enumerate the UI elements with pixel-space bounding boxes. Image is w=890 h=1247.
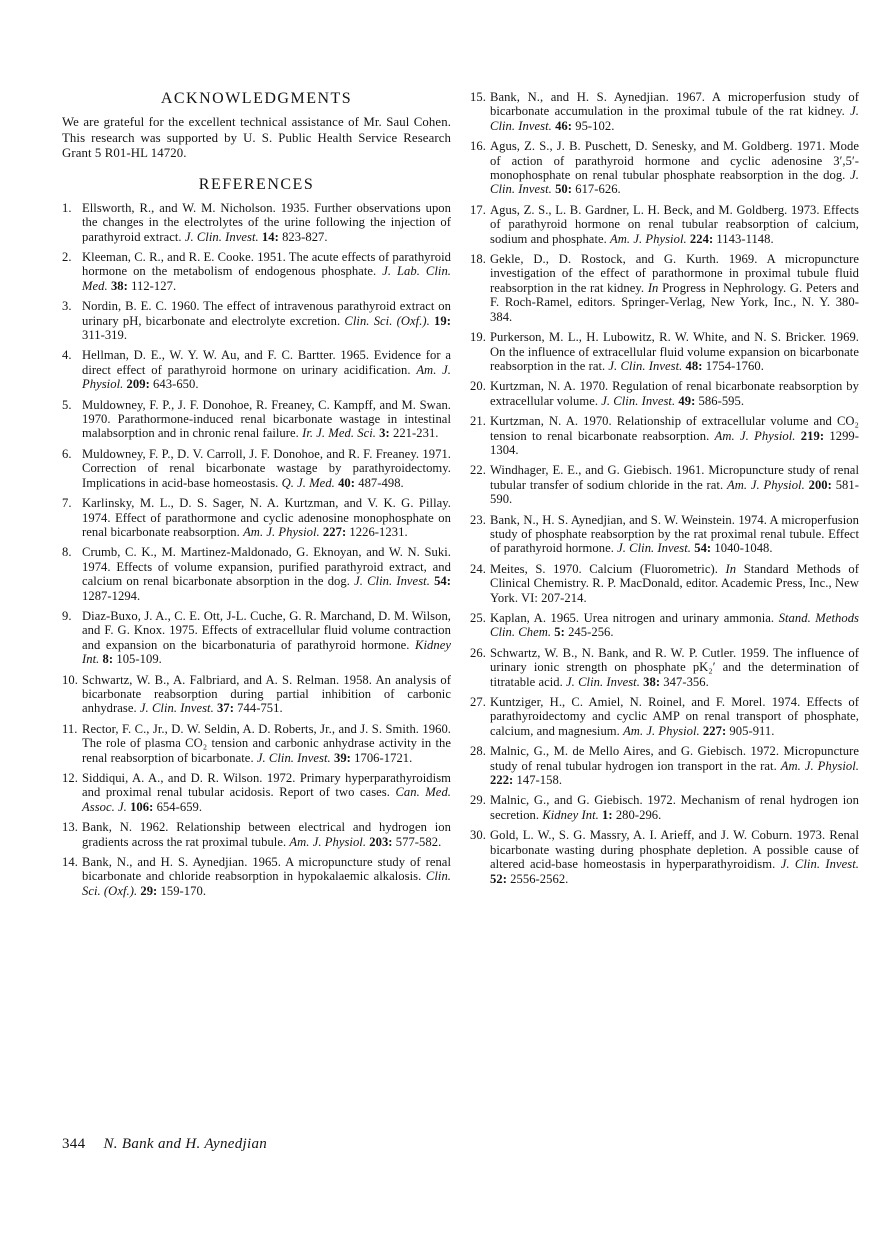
reference-pages: 1040-1048. bbox=[714, 541, 773, 556]
reference-pages: 1143-1148. bbox=[716, 231, 774, 246]
reference-number: 19. bbox=[470, 330, 486, 345]
reference-pages: 147-158. bbox=[516, 773, 563, 788]
reference-item bbox=[62, 545, 451, 603]
reference-volume: 227: bbox=[322, 524, 347, 539]
reference-source: J. Clin. Invest. bbox=[617, 541, 692, 556]
reference-source: Ir. J. Med. Sci. bbox=[302, 426, 376, 441]
reference-item bbox=[470, 744, 859, 787]
reference-number: 13. bbox=[62, 820, 78, 835]
page-footer bbox=[62, 1136, 267, 1153]
reference-number: 26. bbox=[470, 645, 486, 660]
reference-text: Schwartz, W. B., N. Bank, and R. W. P. Cutler. 1959. The influence of urinary ionic strength on phosphate pK₂′ and the determination of titratable acid. bbox=[490, 645, 859, 689]
reference-text: Karlinsky, M. L., D. S. Sager, N. A. Kurtzman, and V. K. G. Pillay. 1974. Effect of parathormone and cyclic adenosine monophosphate on renal bicarbonate reabsorption. bbox=[82, 496, 451, 539]
reference-source: Stand. Methods Clin. Chem. bbox=[490, 611, 859, 640]
reference-item bbox=[62, 496, 451, 539]
reference-source: J. Clin. Invest. bbox=[139, 701, 214, 716]
reference-text: Nordin, B. E. C. 1960. The effect of intravenous parathyroid extract on urinary pH, bicarbonate and electrolyte excretion. bbox=[82, 299, 451, 328]
reference-item bbox=[470, 513, 859, 556]
reference-volume: 14: bbox=[261, 229, 279, 244]
reference-source: Clin. Sci. (Oxf.). bbox=[344, 313, 430, 328]
reference-pages: 1299-1304. bbox=[490, 428, 860, 457]
reference-volume: 224: bbox=[689, 231, 714, 246]
reference-item bbox=[470, 695, 859, 738]
reference-number: 14. bbox=[62, 855, 78, 870]
reference-item bbox=[470, 463, 859, 506]
reference-volume: 52: bbox=[490, 871, 507, 886]
reference-volume: 19: bbox=[434, 313, 451, 328]
reference-volume: 29: bbox=[140, 883, 158, 898]
reference-list-right bbox=[470, 90, 859, 886]
reference-volume: 106: bbox=[130, 799, 154, 814]
reference-item bbox=[470, 562, 859, 605]
reference-item bbox=[62, 771, 451, 814]
reference-number: 16. bbox=[470, 139, 486, 154]
reference-pages: 105-109. bbox=[116, 652, 162, 667]
reference-volume: 38: bbox=[110, 278, 128, 293]
reference-text: Muldowney, F. P., D. V. Carroll, J. F. Donohoe, and R. F. Freaney. 1971. Correction of renal bicarbonate wastage by parathyroidectomy. Implications in acid-base homeostasis. bbox=[82, 446, 451, 490]
reference-pages: 586-595. bbox=[698, 393, 745, 408]
reference-text: Malnic, G., M. de Mello Aires, and G. Giebisch. 1972. Micropuncture study of renal tubular hydrogen ion transport in the rat. bbox=[490, 744, 859, 773]
reference-item bbox=[62, 201, 451, 244]
reference-source: J. Clin. Invest. bbox=[490, 168, 859, 197]
reference-number: 5. bbox=[62, 397, 72, 412]
reference-number: 21. bbox=[470, 414, 486, 429]
reference-volume: 50: bbox=[555, 182, 573, 197]
reference-text: Gold, L. W., S. G. Massry, A. I. Arieff, and J. W. Coburn. 1973. Renal bicarbonate wasting during phosphate depletion. A possible cause of altered acid-base homeostasis in hyperparathyroidism. bbox=[490, 828, 859, 872]
reference-source: Clin. Sci. (Oxf.). bbox=[82, 869, 451, 898]
reference-pages: 654-659. bbox=[156, 799, 203, 814]
reference-text: Siddiqui, A. A., and D. R. Wilson. 1972. Primary hyperparathyroidism and proximal renal tubular acidosis. Report of two cases. bbox=[82, 771, 451, 800]
reference-list-left bbox=[62, 201, 451, 898]
reference-pages: 823-827. bbox=[282, 229, 328, 244]
reference-number: 12. bbox=[62, 771, 78, 785]
reference-pages: 245-256. bbox=[568, 625, 614, 640]
reference-number: 28. bbox=[470, 744, 486, 759]
reference-volume: 219: bbox=[800, 428, 825, 443]
reference-item bbox=[62, 609, 451, 667]
reference-number: 15. bbox=[470, 90, 486, 104]
reference-text: Crumb, C. K., M. Martinez-Maldonado, G. Eknoyan, and W. N. Suki. 1974. Effects of volume expansion, purified parathyroid extract, and calcium on renal bicarbonate absorption in the dog. bbox=[82, 545, 451, 589]
reference-pages: 1287-1294. bbox=[82, 588, 141, 603]
reference-pages: 1226-1231. bbox=[349, 524, 408, 539]
reference-source: J. Clin. Invest. bbox=[256, 750, 331, 765]
reference-text: Malnic, G., and G. Giebisch. 1972. Mechanism of renal hydrogen ion secretion. bbox=[490, 793, 859, 822]
reference-number: 17. bbox=[470, 202, 486, 217]
reference-number: 18. bbox=[470, 252, 486, 267]
reference-item bbox=[470, 646, 859, 689]
reference-volume: 54: bbox=[434, 574, 452, 589]
reference-text: Purkerson, M. L., H. Lubowitz, R. W. White, and N. S. Bricker. 1969. On the influence of extracellular fluid volume expansion on bicarbonate reabsorption in the rat. bbox=[490, 330, 859, 373]
reference-source: J. Clin. Invest. bbox=[566, 674, 640, 689]
reference-item bbox=[470, 828, 859, 886]
reference-source: Am. J. Physiol. bbox=[243, 524, 320, 539]
reference-volume: 38: bbox=[643, 674, 661, 689]
reference-volume: 222: bbox=[490, 773, 514, 788]
reference-item bbox=[62, 348, 451, 391]
reference-text: Kurtzman, N. A. 1970. Regulation of renal bicarbonate reabsorption by extracellular volume. bbox=[490, 379, 859, 408]
reference-volume: 49: bbox=[678, 393, 696, 408]
reference-volume: 46: bbox=[555, 118, 573, 133]
acknowledgments-text: We are grateful for the excellent technical assistance of Mr. Saul Cohen. This research was supported by U. S. Public Health Service Research Grant 5 R01-HL 14720. bbox=[62, 115, 451, 161]
reference-text: Gekle, D., D. Rostock, and G. Kurth. 1969. A micropuncture investigation of the effect of parathormone in proximal tubule fluid reabsorption in the rat kidney. bbox=[490, 252, 859, 295]
reference-text: Diaz-Buxo, J. A., C. E. Ott, J-L. Cuche, G. R. Marchand, D. M. Wilson, and F. G. Knox. 1975. Effects of extracellular fluid volume contraction and expansion on the bicarbonaturia of parathyroid hormone. bbox=[82, 608, 451, 652]
reference-text: Kuntziger, H., C. Amiel, N. Roinel, and F. Morel. 1974. Effects of parathyroidectomy and cyclic AMP on renal transport of phosphate, calcium, and magnesium. bbox=[490, 695, 859, 738]
page-number: 344 bbox=[62, 1136, 86, 1152]
reference-source: Am. J. Physiol. bbox=[82, 362, 451, 392]
reference-volume: 8: bbox=[102, 652, 114, 667]
reference-volume: 40: bbox=[338, 475, 356, 490]
reference-volume: 1: bbox=[602, 807, 613, 822]
reference-number: 3. bbox=[62, 299, 72, 314]
reference-source: Am. J. Physiol. bbox=[780, 758, 859, 773]
reference-number: 4. bbox=[62, 348, 72, 363]
reference-number: 8. bbox=[62, 545, 72, 560]
reference-number: 30. bbox=[470, 828, 486, 843]
reference-item bbox=[62, 673, 451, 716]
reference-item bbox=[62, 447, 451, 490]
reference-source: Am. J. Physiol. bbox=[623, 723, 700, 738]
reference-number: 25. bbox=[470, 611, 486, 625]
reference-text: Agus, Z. S., J. B. Puschett, D. Senesky, and M. Goldberg. 1971. Mode of action of parathyroid hormone and cyclic adenosine 3′,5′-monophosphate on renal tubular phosphate reabsorption in the dog. bbox=[490, 139, 859, 183]
reference-number: 6. bbox=[62, 446, 72, 461]
reference-pages: 487-498. bbox=[358, 475, 404, 490]
reference-text: Kleeman, C. R., and R. E. Cooke. 1951. The acute effects of parathyroid hormone on the metabolism of endogenous phosphate. bbox=[82, 250, 451, 279]
reference-source: Can. Med. Assoc. J. bbox=[82, 785, 451, 814]
reference-volume: 227: bbox=[702, 723, 727, 738]
reference-text: Schwartz, W. B., A. Falbriard, and A. S. Relman. 1958. An analysis of bicarbonate reabsorption during partial inhibition of carbonic anhydrase. bbox=[82, 672, 451, 716]
reference-text: Ellsworth, R., and W. M. Nicholson. 1935. Further observations upon the changes in the electrolytes of the urine following the injection of parathyroid extract. bbox=[82, 200, 451, 244]
reference-pages: 577-582. bbox=[395, 834, 442, 849]
reference-pages: Progress in Nephrology. G. Peters and F. Roch-Ramel, editors. Springer-Verlag, New York, Inc., N. Y. 380-384. bbox=[490, 280, 859, 324]
reference-pages: 95-102. bbox=[575, 118, 615, 133]
reference-volume: 3: bbox=[379, 426, 390, 441]
reference-text: Muldowney, F. P., J. F. Donohoe, R. Freaney, C. Kampff, and M. Swan. 1970. Parathormone-induced renal bicarbonate wastage in intestinal malabsorption and in chronic renal failure. bbox=[82, 397, 451, 441]
reference-number: 9. bbox=[62, 608, 72, 623]
reference-source: Am. J. Physiol. bbox=[714, 428, 796, 443]
reference-volume: 200: bbox=[808, 477, 832, 492]
reference-item bbox=[62, 722, 451, 765]
reference-text: Bank, N., H. S. Aynedjian, and S. W. Weinstein. 1974. A microperfusion study of phosphate reabsorption by the rat proximal renal tubule. Effect of parathyroid hormone. bbox=[490, 512, 859, 556]
reference-item bbox=[470, 203, 859, 246]
reference-source: Am. J. Physiol. bbox=[610, 231, 687, 246]
reference-item bbox=[62, 299, 451, 342]
reference-number: 27. bbox=[470, 695, 486, 710]
reference-pages: 112-127. bbox=[131, 278, 177, 293]
references-heading: REFERENCES bbox=[198, 175, 315, 193]
reference-text: Meites, S. 1970. Calcium (Fluorometric). bbox=[490, 561, 718, 576]
reference-item bbox=[470, 330, 859, 373]
reference-number: 24. bbox=[470, 561, 486, 576]
reference-item bbox=[62, 820, 451, 849]
reference-pages: 905-911. bbox=[729, 723, 775, 738]
reference-pages: 2556-2562. bbox=[510, 871, 569, 886]
reference-number: 10. bbox=[62, 672, 78, 687]
reference-source: J. Clin. Invest. bbox=[780, 857, 859, 872]
reference-pages: 1754-1760. bbox=[705, 358, 764, 373]
reference-volume: 5: bbox=[554, 625, 565, 640]
reference-pages: 744-751. bbox=[237, 701, 283, 716]
reference-volume: 39: bbox=[333, 750, 351, 765]
reference-text: Kurtzman, N. A. 1970. Relationship of extracellular volume and CO₂ tension to renal bicarbonate reabsorption. bbox=[490, 414, 859, 443]
reference-source: In bbox=[647, 280, 659, 295]
reference-source: J. Clin. Invest. bbox=[608, 358, 683, 373]
reference-text: Windhager, E. E., and G. Giebisch. 1961. Micropuncture study of renal tubular transfer of sodium chloride in the rat. bbox=[490, 463, 859, 492]
reference-source: Am. J. Physiol. bbox=[289, 834, 367, 849]
reference-source: Kidney Int. bbox=[82, 637, 451, 667]
reference-source: In bbox=[725, 561, 737, 576]
reference-number: 7. bbox=[62, 496, 72, 511]
reference-pages: 347-356. bbox=[663, 674, 709, 689]
reference-source: Am. J. Physiol. bbox=[726, 477, 805, 492]
reference-item bbox=[470, 379, 859, 408]
footer-authors: N. Bank and H. Aynedjian bbox=[103, 1136, 268, 1152]
reference-number: 20. bbox=[470, 379, 486, 394]
reference-item bbox=[62, 398, 451, 441]
reference-pages: 581-590. bbox=[490, 477, 859, 507]
reference-source: J. Clin. Invest. bbox=[490, 104, 860, 133]
reference-text: Bank, N. 1962. Relationship between electrical and hydrogen ion gradients across the rat proximal tubule. bbox=[82, 820, 451, 849]
reference-pages: 311-319. bbox=[82, 328, 128, 343]
reference-item bbox=[470, 252, 859, 324]
reference-source: Q. J. Med. bbox=[281, 475, 335, 490]
reference-number: 2. bbox=[62, 250, 72, 264]
reference-text: Rector, F. C., Jr., D. W. Seldin, A. D. Roberts, Jr., and J. S. Smith. 1960. The role of plasma CO₂ tension and carbonic anhydrase activity in the renal reabsorption of bicarbonate. bbox=[82, 721, 451, 765]
reference-source: J. Clin. Invest. bbox=[601, 393, 676, 408]
reference-volume: 203: bbox=[369, 834, 393, 849]
right-column bbox=[470, 90, 859, 892]
reference-pages: 280-296. bbox=[615, 807, 662, 822]
acknowledgments-heading: ACKNOWLEDGMENTS bbox=[160, 90, 353, 107]
reference-pages: 1706-1721. bbox=[354, 750, 413, 765]
reference-volume: 37: bbox=[217, 701, 234, 716]
reference-pages: 159-170. bbox=[160, 883, 207, 898]
reference-volume: 54: bbox=[694, 541, 712, 556]
reference-source: J. Clin. Invest. bbox=[354, 574, 430, 589]
reference-number: 11. bbox=[62, 721, 78, 736]
reference-text: Hellman, D. E., W. Y. W. Au, and F. C. Bartter. 1965. Evidence for a direct effect of parathyroid hormone on urinary acidification. bbox=[82, 348, 451, 377]
reference-number: 1. bbox=[62, 200, 72, 215]
reference-text: Bank, N., and H. S. Aynedjian. 1967. A microperfusion study of bicarbonate accumulation in the proximal tubule of the rat kidney. bbox=[490, 90, 859, 119]
reference-number: 22. bbox=[470, 463, 486, 478]
reference-volume: 48: bbox=[685, 358, 703, 373]
reference-pages: 617-626. bbox=[575, 182, 621, 197]
reference-pages: 643-650. bbox=[153, 377, 199, 392]
reference-item bbox=[62, 855, 451, 898]
left-column bbox=[62, 90, 451, 904]
reference-text: Agus, Z. S., L. B. Gardner, L. H. Beck, and M. Goldberg. 1973. Effects of parathyroid hormone on renal tubular reabsorption of calcium, sodium and phosphate. bbox=[490, 202, 859, 246]
reference-item bbox=[470, 611, 859, 640]
reference-pages: Standard Methods of Clinical Chemistry. R. P. MacDonald, editor. Academic Press, Inc., New York. VI: 207-214. bbox=[490, 561, 860, 605]
reference-source: J. Clin. Invest. bbox=[184, 229, 259, 244]
reference-item bbox=[62, 250, 451, 293]
reference-text: Bank, N., and H. S. Aynedjian. 1965. A micropuncture study of renal bicarbonate and chloride reabsorption in hypokalaemic alkalosis. bbox=[82, 855, 451, 884]
reference-item bbox=[470, 90, 859, 133]
reference-item bbox=[470, 414, 859, 457]
reference-volume: 209: bbox=[126, 377, 150, 392]
reference-text: Kaplan, A. 1965. Urea nitrogen and urinary ammonia. bbox=[490, 611, 775, 625]
reference-pages: 221-231. bbox=[392, 426, 439, 441]
reference-item bbox=[470, 139, 859, 197]
reference-number: 23. bbox=[470, 512, 486, 527]
reference-source: J. Lab. Clin. Med. bbox=[82, 264, 451, 293]
reference-item bbox=[470, 793, 859, 822]
reference-number: 29. bbox=[470, 793, 486, 808]
reference-source: Kidney Int. bbox=[542, 807, 599, 822]
